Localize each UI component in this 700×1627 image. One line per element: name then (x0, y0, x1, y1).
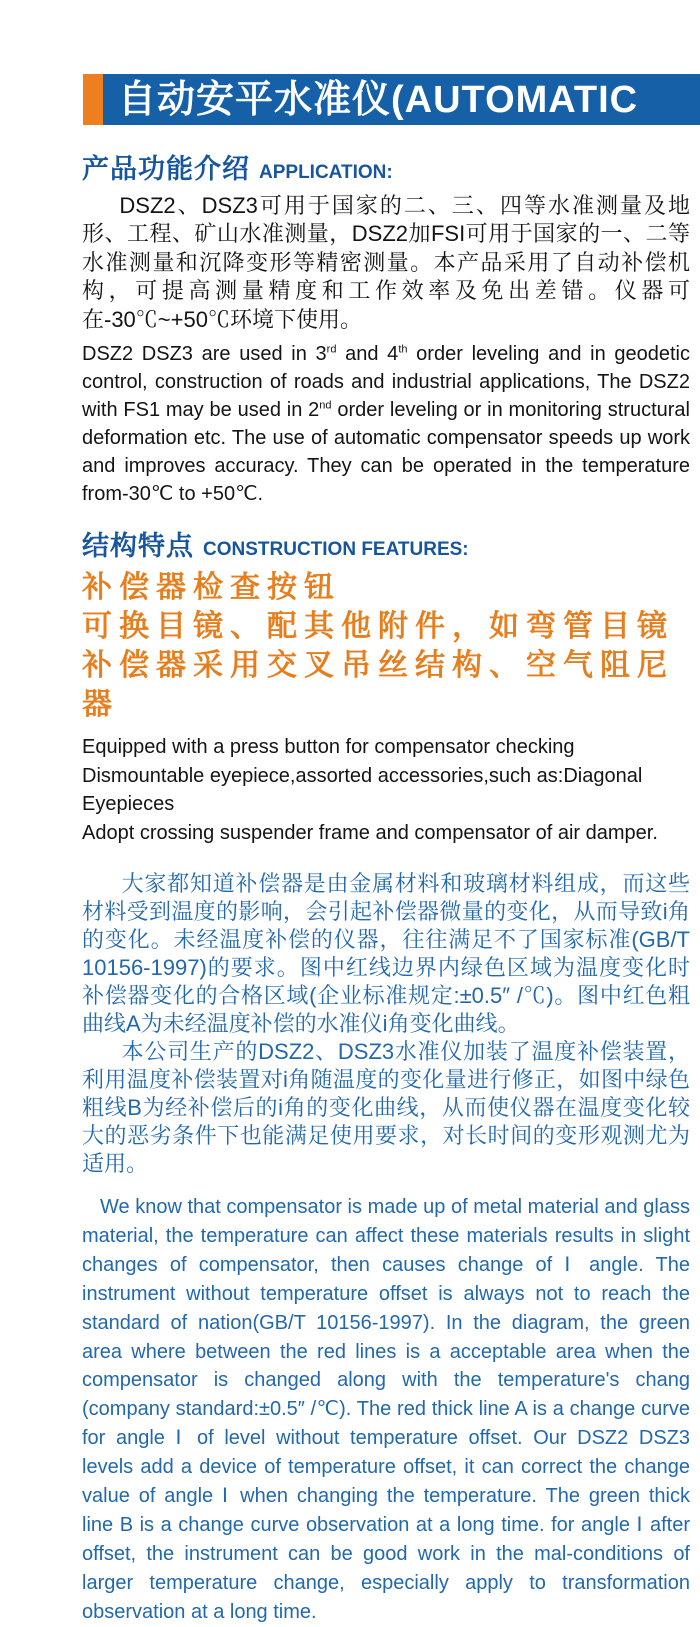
page-header-banner (83, 74, 700, 125)
construction-heading-chinese: 结构特点 (82, 531, 194, 562)
construction-features-english (82, 733, 690, 847)
application-section-heading (82, 153, 690, 187)
application-heading-english: APPLICATION: (259, 162, 393, 183)
page-content (82, 144, 690, 1627)
feature-line-english: Dismountable eyepiece,assorted accessories,such as:Diagonal Eyepieces (82, 764, 643, 815)
page-title: 自动安平水准仪(AUTOMATIC (118, 78, 639, 121)
feature-line-english: Adopt crossing suspender frame and compensator of air damper. (82, 821, 658, 844)
application-heading-chinese: 产品功能介绍 (82, 154, 250, 184)
application-paragraph-chinese: DSZ2、DSZ3可用于国家的二、三、四等水准测量及地形、工程、矿山水准测量，DSZ2加FSI可用于国家的一、二等水准测量和沉降变形等精密测量。本产品采用了自动补偿机构，可提高测量精度和工作效率及免出差错。仪器可在-30℃~+50℃环境下使用。 (82, 192, 690, 332)
header-blue-bar (103, 74, 700, 125)
feature-line-english: Equipped with a press button for compensator checking (82, 736, 575, 758)
feature-line-chinese: 补偿器采用交叉吊丝结构、空气阻尼器 (82, 648, 674, 722)
feature-line-chinese: 补偿器检查按钮 (82, 570, 341, 605)
description-paragraph-chinese-1: 大家都知道补偿器是由金属材料和玻璃材料组成，而这些材料受到温度的影响，会引起补偿器微量的变化，从而导致i角的变化。未经温度补偿的仪器，往往满足不了国家标准(GB/T 10156-1997)的要求。图中红线边界内绿色区域为温度变化时补偿器变化的合格区域(企业标准规定:±0.5″ /℃)。图中红色粗曲线A为未经温度补偿的水准仪i角变化曲线。 (82, 871, 690, 1036)
construction-heading-english: CONSTRUCTION FEATURES: (203, 539, 469, 561)
orange-accent-block (83, 74, 103, 125)
description-paragraph-english: We know that compensator is made up of metal material and glass material, the temperature can affect these materials results in slight changes of compensator, then causes change of Ⅰ angle. The instrument without temperature offset is always not to reach the standard of nation(GB/T 10156-1997). In the diagram, the green area where between the red lines is a acceptable area when the compensator is changed along with the temperature's chang (company standard:±0.5″ /℃). The red thick line A is a change curve for angle Ⅰ of level without temperature offset. Our DSZ2 DSZ3 levels add a device of temperature offset, it can correct the change value of angle Ⅰ when changing the temperature. The green thick line B is a change curve observation at a long time. for angle Ⅰ after offset, the instrument can be good work in the mal-conditions of larger temperature change, especially apply to transformation observation at a long time. (82, 1196, 690, 1623)
application-paragraph-english: DSZ2 DSZ3 are used in 3rd and 4th order leveling and in geodetic control, construction of roads and industrial applications, The DSZ2 with FS1 may be used in 2nd order leveling or in monitoring structural deformation etc. The use of automatic compensator speeds up work and improves accuracy. They can be operated in the temperature from-30℃ to +50℃. (82, 343, 690, 506)
description-paragraph-chinese-2: 本公司生产的DSZ2、DSZ3水准仪加装了温度补偿装置，利用温度补偿装置对i角随温度的变化量进行修正，如图中绿色粗线B为经补偿后的i角的变化曲线，从而使仪器在温度变化较大的恶劣条件下也能满足使用要求，对长时间的变形观测尤为适用。 (82, 1039, 690, 1176)
construction-section-heading (82, 530, 690, 564)
construction-features-chinese (82, 568, 690, 724)
feature-line-chinese: 可换目镜、配其他附件，如弯管目镜 (82, 609, 674, 644)
